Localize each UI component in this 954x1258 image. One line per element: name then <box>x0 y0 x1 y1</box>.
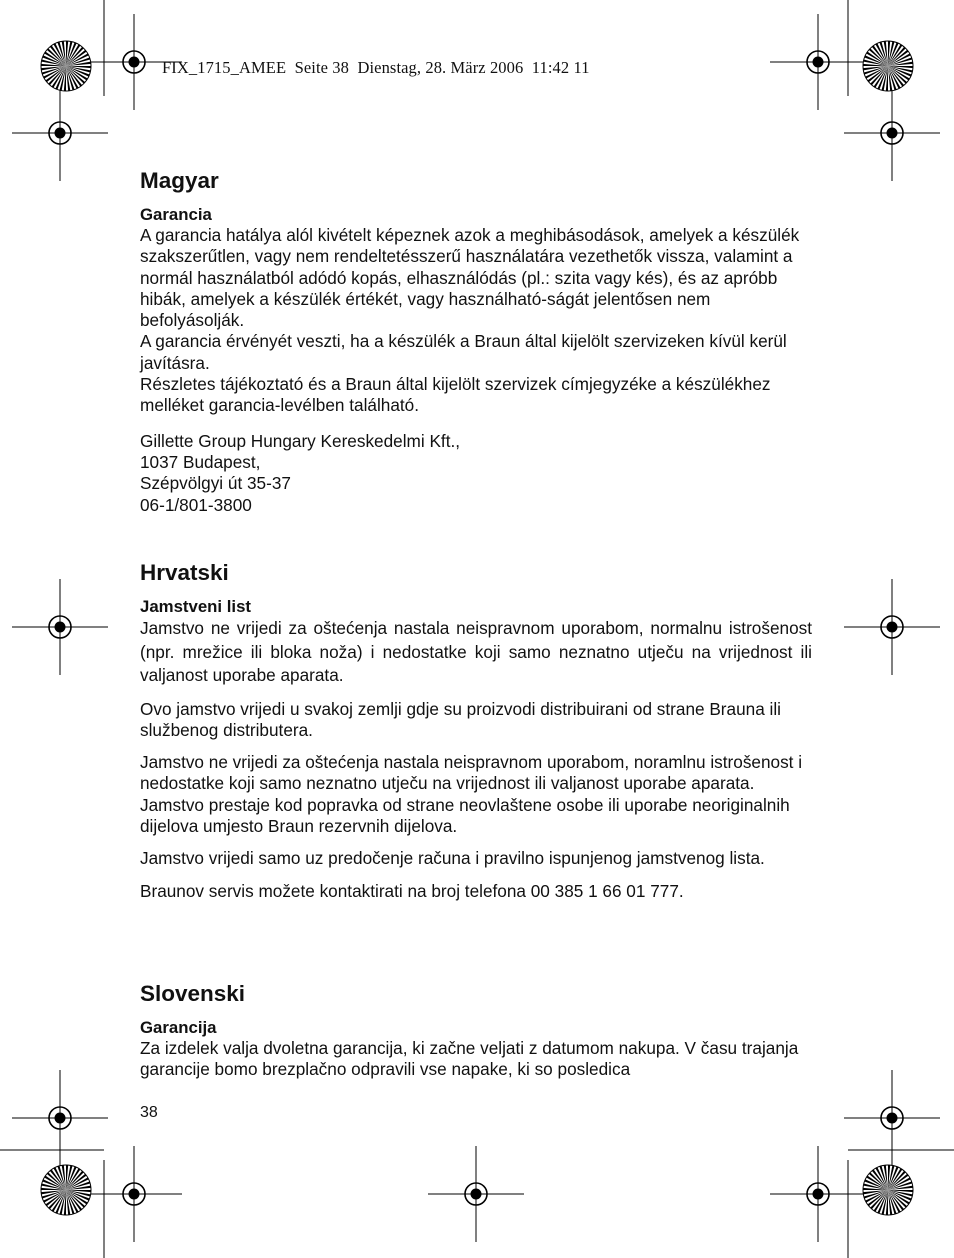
section-subtitle: Garancija <box>140 1018 217 1037</box>
address-block <box>140 431 812 516</box>
section-title: Slovenski <box>140 981 246 1006</box>
section-subtitle: Garancia <box>140 205 212 224</box>
address-line: Gillette Group Hungary Kereskedelmi Kft., <box>140 430 461 451</box>
paragraph: Ovo jamstvo vrijedi u svakoj zemlji gdje su proizvodi distribuirani od strane Brauna ili službenog distributera. <box>140 698 781 740</box>
paragraph: Za izdelek valja dvoletna garancija, ki začne veljati z datumom nakupa. V času trajanja garancije bomo brezplačno odpravili vse napake, ki so posledica <box>140 1038 799 1080</box>
paragraph: A garancia érvényét veszti, ha a készülék a Braun által kijelölt szervizeken kívül kerül javításra. <box>140 331 787 373</box>
address-line: 1037 Budapest, <box>140 451 261 472</box>
paragraph: A garancia hatálya alól kivételt képeznek azok a meghibásodások, amelyek a készülék szakszerűtlen, vagy nem rendeltetésszerű használatára vezethetők vissza, valamint a normál használatból adódó kopás, elhasználódás (pl.: szita vagy kés), és az apróbb hibák, amelyek a készülék értékét, vagy használható-ságát jelentősen nem befolyásolják. <box>140 225 800 331</box>
page-number: 38 <box>140 1104 158 1121</box>
section-hrvatski <box>140 560 812 902</box>
section-title: Hrvatski <box>140 560 229 585</box>
paragraph: Részletes tájékoztató és a Braun által kijelölt szervizek címjegyzéke a készülékhez melléket garancia-levélben található. <box>140 374 771 416</box>
paragraph: Jamstvo ne vrijedi za oštećenja nastala neispravnom uporabom, noramlnu istrošenost i nedostatke koji samo neznatno utječu na vrijednost ili valjanost uporabe aparata. Jamstvo prestaje kod popravka od strane neovlaštene osobe ili uporabe neoriginalnih dijelova umjesto Braun rezervnih dijelova. <box>140 752 803 836</box>
slug-line: FIX_1715_AMEE Seite 38 Dienstag, 28. März 2006 11:42 11 <box>162 58 590 77</box>
section-title: Magyar <box>140 168 219 193</box>
address-line: 06-1/801-3800 <box>140 494 252 515</box>
paragraph: Braunov servis možete kontaktirati na broj telefona 00 385 1 66 01 777. <box>140 880 684 901</box>
address-line: Szépvölgyi út 35-37 <box>140 473 291 494</box>
section-slovenski <box>140 981 812 1081</box>
section-magyar <box>140 168 812 516</box>
paragraph: Jamstvo ne vrijedi za oštećenja nastala neispravnom uporabom, normalnu istrošenost (npr. mrežice ili bloka noža) i nedostatke koji samo neznatno utječu na vrijednost ili valjanost uporabe aparata. <box>140 618 812 685</box>
paragraph: Jamstvo vrijedi samo uz predočenje računa i pravilno ispunjenog jamstvenog lista. <box>140 848 765 869</box>
section-subtitle: Jamstveni list <box>140 597 251 616</box>
